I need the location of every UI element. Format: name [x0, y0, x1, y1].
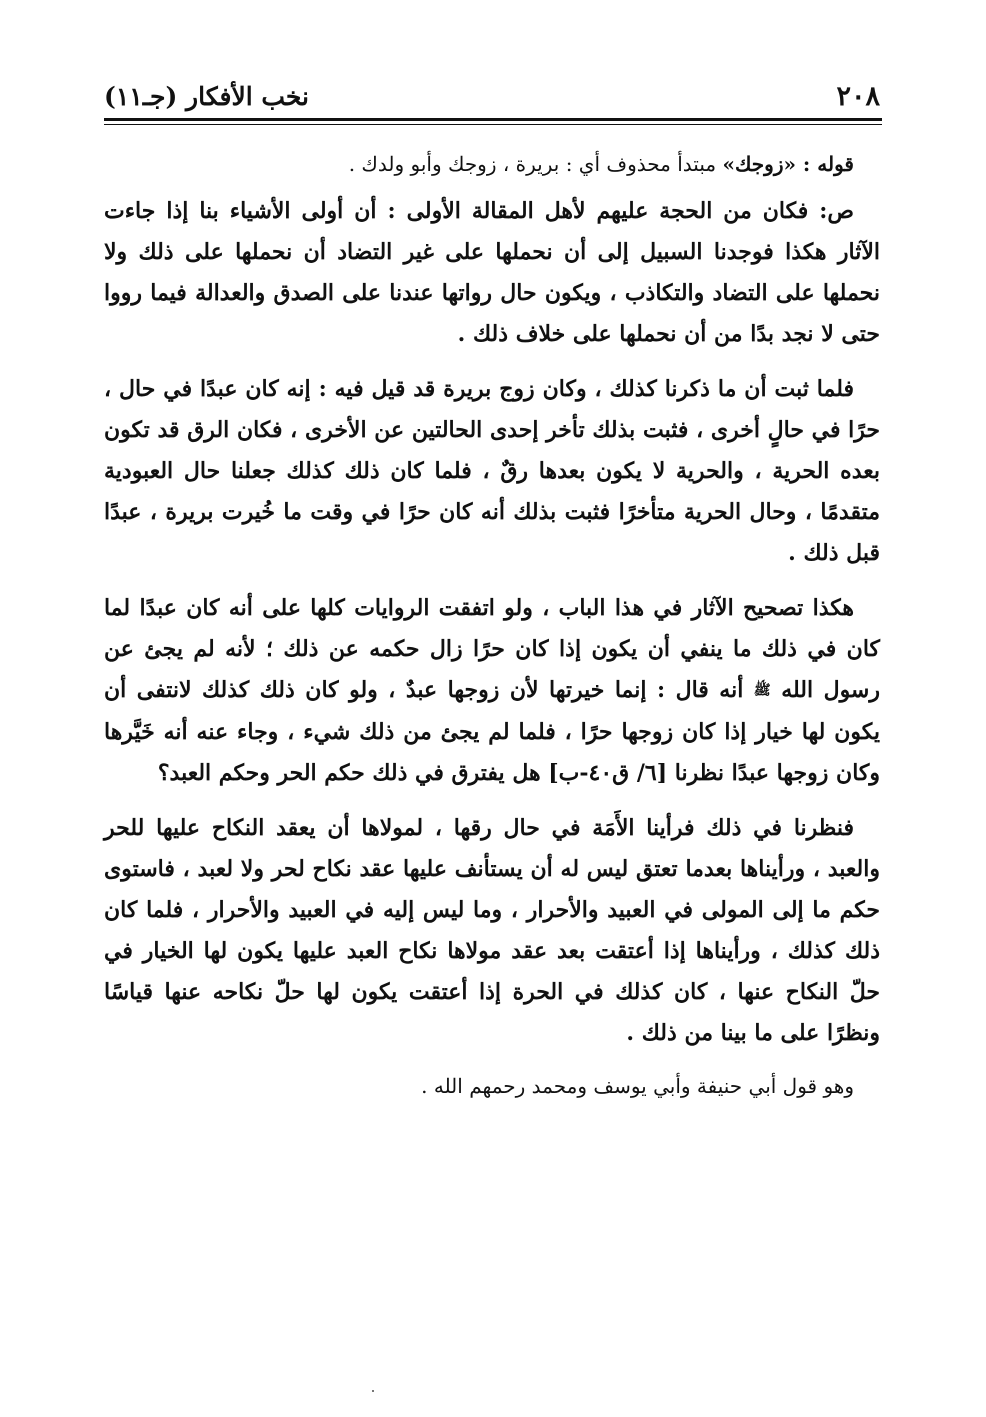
- reports-text-b: أنه قال : إنما خيرتها لأن زوجها عبدٌ ، ولو كان ذلك كذلك لانتفى أن يكون لها خيار إذا كان زوجها حرًا ، فلما لم يجئ من ذلك شيء ، وجاء عنه أنه خَيَّرها وكان زوجها عبدًا نظرنا [٦/ ق٤٠-ب] هل يفترق في ذلك حكم الحر وحكم العبد؟: [104, 677, 880, 786]
- section-marker: ص:: [819, 198, 854, 224]
- body-text: [104, 146, 880, 1113]
- reports-text-a: هكذا تصحيح الآثار في هذا الباب ، ولو اتفقت الروايات كلها على أنه كان عبدًا لما كان في ذلك ما ينفي أن يكون إذا كان حرًا زال حكمه عن ذلك ؛ لأنه لم يجئ عن رسول الله: [104, 595, 880, 703]
- running-title: نخب الأفكار (جـ١١): [104, 82, 310, 111]
- paragraph-analogy: فنظرنا في ذلك فرأينا الأَمَة في حال رقها ، لمولاها أن يعقد النكاح عليها للحر والعبد ، ورأيناها بعدما تعتق ليس له أن يستأنف عليها عقد نكاح لحر ولا لعبد ، فاستوى حكم ما إلى المولى في العبيد والأحرار ، وما ليس إليه في العبيد والأحرار ، فلما كان ذلك كذلك ، ورأيناها إذا أعتقت بعد عقد مولاها نكاح العبد عليها يكون لها الخيار في حلّ النكاح عنها ، كان كذلك في الحرة إذا أعتقت يكون لها حلّ نكاحه عنها قياسًا ونظرًا على ما بينا من ذلك .: [104, 814, 880, 1046]
- header-rule-thin: [104, 124, 882, 125]
- commentary-text: مبتدأ محذوف أي : بريرة ، زوجك وأبو ولدك .: [348, 152, 723, 176]
- main-argument-text: فكان من الحجة عليهم لأهل المقالة الأولى : أن أولى الأشياء بنا إذا جاءت الآثار هكذا فوجدنا السبيل إلى أن نحملها على غير التضاد أن نحملها على ذلك ولا نحملها على التضاد والتكاذب ، ويكون حال رواتها عندنا على الصدق والعدالة فيما رووا حتى لا نجد بدًا من أن نحملها على خلاف ذلك .: [104, 198, 880, 347]
- paragraph-attribution: وهو قول أبي حنيفة وأبي يوسف ومحمد رحمهم الله .: [421, 1073, 854, 1098]
- page-header: [104, 80, 880, 120]
- paragraph-status-order: فلما ثبت أن ما ذكرنا كذلك ، وكان زوج بريرة قد قيل فيه : إنه كان عبدًا في حال ، حرًا في حالٍ أخرى ، فثبت بذلك تأخر إحدى الحالتين عن الأخرى ، فكان الرق قد تكون بعده الحرية ، والحرية لا يكون بعدها رقٌ ، فلما كان ذلك كذلك جعلنا حال العبودية متقدمًا ، وحال الحرية متأخرًا فثبت بذلك أنه كان حرًا في وقت ما خُيرت بريرة ، عبدًا قبل ذلك .: [104, 376, 880, 566]
- paragraph-reports: [104, 588, 880, 794]
- scan-speck: [372, 1390, 374, 1392]
- commentary-lead: قوله : «زوجك»: [722, 152, 854, 176]
- salutation-symbol: ﷺ: [753, 682, 771, 699]
- paragraph-main-argument: [104, 191, 880, 355]
- paragraph-commentary: [104, 146, 880, 183]
- page-number: ٢٠٨: [836, 81, 880, 112]
- header-rule-thick: [104, 118, 882, 121]
